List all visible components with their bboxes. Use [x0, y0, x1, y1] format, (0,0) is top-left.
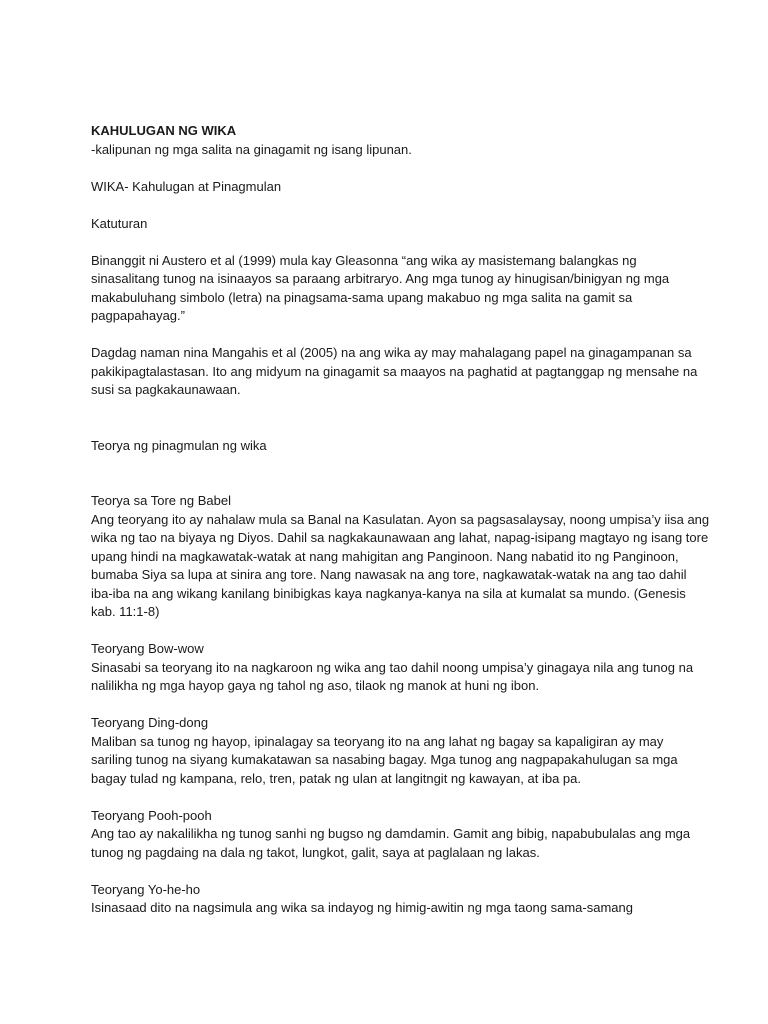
section-bow-wow	[91, 640, 711, 696]
section-line: iba-iba na ang wikang kanilang binibigkas kaya nagkanya-kanya na sila at kumalat sa mundo. (Genesis	[91, 585, 686, 601]
section-line: Ang tao ay nakalilikha ng tunog sanhi ng bugso ng damdamin. Gamit ang bibig, napabubulalas ang mga	[91, 826, 691, 841]
theory-heading: Teorya ng pinagmulan ng wika	[91, 437, 267, 453]
spacer	[91, 326, 711, 345]
section-line: upang hindi na magkawatak-watak at nang mahigitan ang Panginoon. Nang nabatid ito ng Panginoon,	[91, 548, 679, 564]
section-line: wika ng tao na biyaya ng Diyos. Dahil sa nagkakaunawaan ang lahat, napag-isipang magtayo ng isang tore	[91, 530, 709, 545]
document-body	[91, 122, 711, 918]
spacer	[91, 862, 711, 881]
spacer	[91, 400, 711, 437]
paragraph-line: susi sa pagkakaunawaan.	[91, 382, 241, 397]
definition-text: -kalipunan ng mga salita na ginagamit ng isang lipunan.	[91, 141, 412, 157]
paragraph-line: pakikipagtalastasan. Ito ang midyum na ginagamit sa maayos na paghatid at pagtanggap ng mensahe na	[91, 363, 698, 379]
document-title: KAHULUGAN NG WIKA	[91, 123, 237, 138]
section-heading: Teorya sa Tore ng Babel	[91, 493, 231, 508]
spacer	[91, 696, 711, 715]
section-pooh-pooh	[91, 807, 711, 863]
paragraph-line: pagpapahayag.”	[91, 308, 185, 323]
paragraph-line: Binanggit ni Austero et al (1999) mula kay Gleasonna “ang wika ay masistemang balangkas ng	[91, 252, 637, 268]
paragraph-line: Dagdag naman nina Mangahis et al (2005) na ang wika ay may mahalagang papel na ginagampanan sa	[91, 345, 692, 360]
spacer	[91, 196, 711, 215]
spacer	[91, 622, 711, 641]
paragraph-mangahis	[91, 344, 711, 400]
section-line: Ang teoryang ito ay nahalaw mula sa Banal na Kasulatan. Ayon sa pagsasalaysay, noong umpisa’y iisa ang	[91, 511, 710, 527]
section-line: bumaba Siya sa lupa at sinira ang tore. Nang nawasak na ang tore, nagkawatak-watak na ang tao dahil	[91, 567, 687, 582]
section-line: Isinasaad dito na nagsimula ang wika sa indayog ng himig-awitin ng mga taong sama-samang	[91, 900, 633, 915]
spacer	[91, 788, 711, 807]
section-line: nalilikha ng mga hayop gaya ng tahol ng aso, tilaok ng manok at huni ng ibon.	[91, 678, 540, 693]
katuturan-heading: Katuturan	[91, 215, 148, 231]
section-heading: Teoryang Bow-wow	[91, 641, 204, 656]
paragraph-austero	[91, 252, 711, 326]
section-line: bagay tulad ng kampana, relo, tren, patak ng ulan at langitngit ng kawayan, at iba pa.	[91, 770, 582, 786]
section-heading: Teoryang Yo-he-ho	[91, 881, 201, 897]
spacer	[91, 455, 711, 492]
section-line: kab. 11:1-8)	[91, 604, 160, 619]
subtitle: WIKA- Kahulugan at Pinagmulan	[91, 178, 282, 194]
spacer	[91, 233, 711, 252]
section-line: tunog ng pagdaing na dala ng takot, lungkot, galit, saya at paglalaan ng lakas.	[91, 844, 540, 860]
section-heading: Teoryang Pooh-pooh	[91, 807, 212, 823]
section-yo-he-ho	[91, 881, 711, 918]
section-line: Maliban sa tunog ng hayop, ipinalagay sa teoryang ito na ang lahat ng bagay sa kapaligiran ay may	[91, 733, 664, 749]
section-ding-dong	[91, 714, 711, 788]
section-tore-ng-babel	[91, 492, 711, 622]
section-line: sariling tunog na siyang kumakatawan sa nasabing bagay. Mga tunog ang nagpapakahulugan sa mga	[91, 752, 678, 767]
paragraph-line: sinasalitang tunog na isinaayos sa paraang arbitraryo. Ang mga tunog ay hinugisan/binigyan ng mga	[91, 271, 670, 286]
spacer	[91, 159, 711, 178]
paragraph-line: makabuluhang simbolo (letra) na pinagsama-sama upang makabuo ng mga salita na gamit sa	[91, 289, 633, 305]
section-heading: Teoryang Ding-dong	[91, 715, 209, 730]
section-line: Sinasabi sa teoryang ito na nagkaroon ng wika ang tao dahil noong umpisa’y ginagaya nila ang tunog na	[91, 659, 694, 675]
